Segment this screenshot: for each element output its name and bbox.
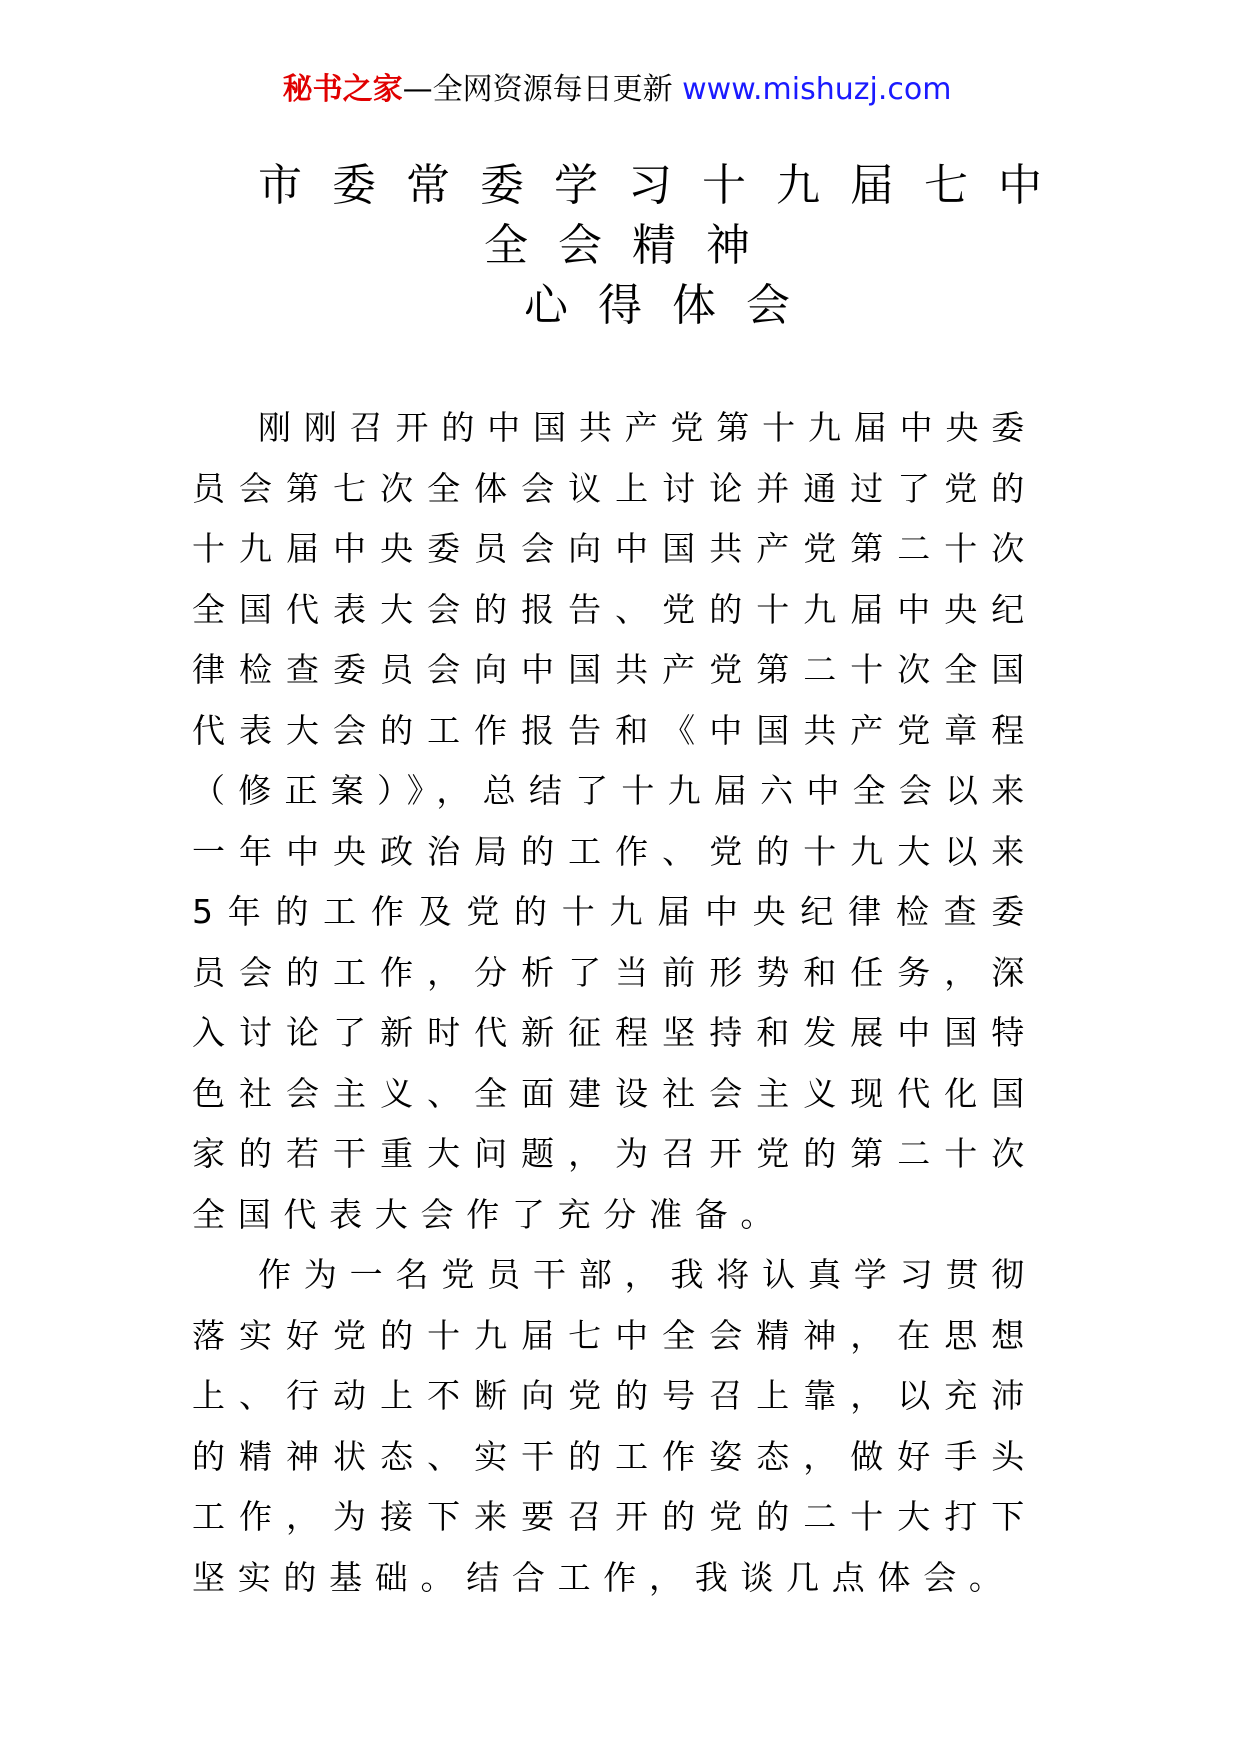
site-url-link[interactable]: www.mishuzj.com bbox=[682, 72, 952, 107]
site-brand: 秘书之家 bbox=[282, 72, 403, 107]
site-tagline: —全网资源每日更新 bbox=[402, 72, 673, 107]
document-title-line-3: 心得体会 bbox=[524, 280, 820, 331]
site-header bbox=[0, 70, 1234, 110]
body-paragraph-2: 作为一名党员干部，我将认真学习贯彻落实好党的十九届七中全会精神，在思想上、行动上不断向党的号召上靠，以充沛的精神状态、实干的工作姿态，做好手头工作，为接下来要召开的党的二十大打下坚实的基础。结合工作，我谈几点体会。 bbox=[192, 1255, 1037, 1597]
document-title-line-2: 全会精神 bbox=[484, 220, 780, 271]
document-body bbox=[192, 398, 1037, 1608]
document-title-line-1: 市委常委学习十九届七中 bbox=[258, 160, 1072, 211]
body-paragraph-1: 刚刚召开的中国共产党第十九届中央委员会第七次全体会议上讨论并通过了党的十九届中央委员会向中国共产党第二十次全国代表大会的报告、党的十九届中央纪律检查委员会向中国共产党第二十次全国代表大会的工作报告和《中国共产党章程（修正案）》，总结了十九届六中全会以来一年中央政治局的工作、党的十九大以来5年的工作及党的十九届中央纪律检查委员会的工作，分析了当前形势和任务，深入讨论了新时代新征程坚持和发展中国特色社会主义、全面建设社会主义现代化国家的若干重大问题，为召开党的第二十次全国代表大会作了充分准备。 bbox=[192, 408, 1037, 1234]
